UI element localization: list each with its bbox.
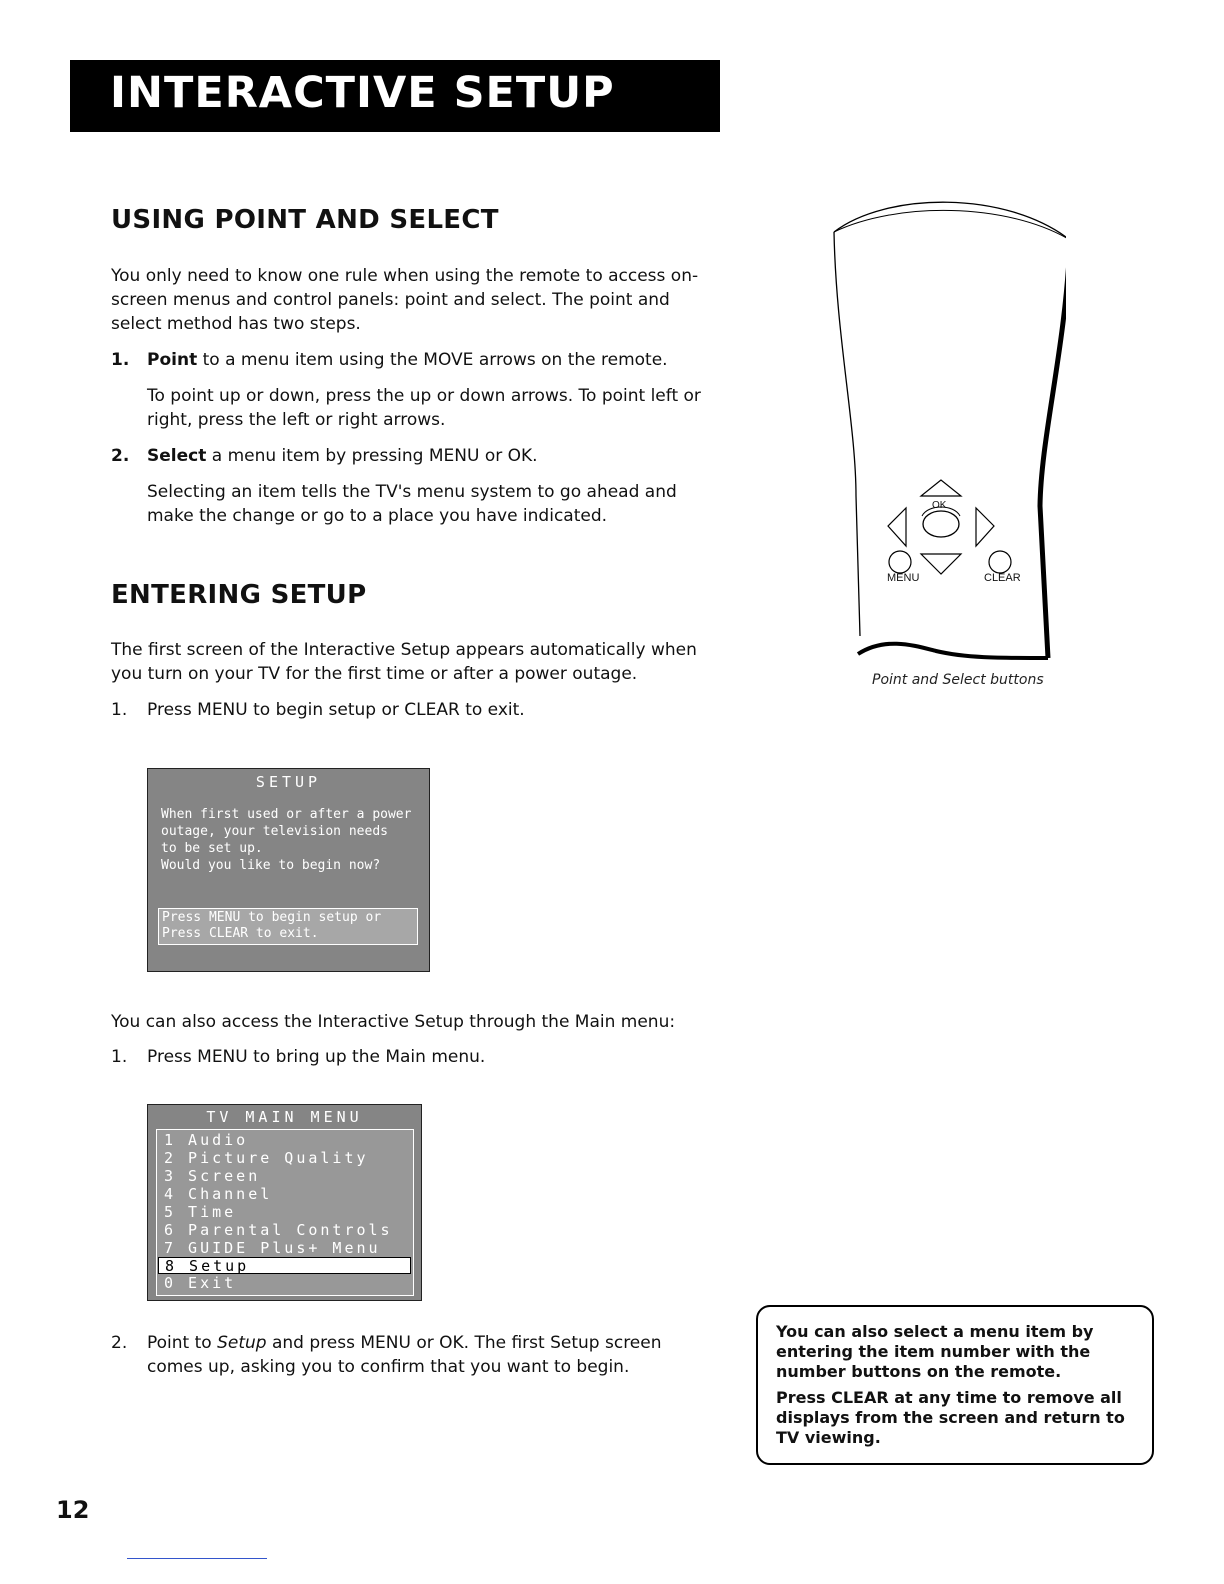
step-number: 2. [111,1333,128,1353]
access-main-menu-text: You can also access the Interactive Setup through the Main menu: [111,1012,676,1032]
remote-illustration [826,196,1066,666]
left-arrow-button [888,508,906,546]
step-number: 1. [111,700,128,720]
main-menu-screen [147,1104,422,1301]
remote-left-edge [834,232,860,636]
tip-box [756,1305,1154,1465]
menu-item-audio[interactable]: 1 Audio [164,1131,249,1149]
setup-screen-line: When first used or after a power [161,807,412,822]
menu-item-picture-quality[interactable]: 2 Picture Quality [164,1149,369,1167]
right-arrow-button [976,508,994,546]
setup-screen-title: SETUP [255,773,322,791]
remote-right-edge [1040,240,1066,658]
step-point [147,348,722,372]
setup-screen [147,768,430,972]
tip-paragraph: Press CLEAR at any time to remove all displays from the screen and return to TV viewing. [776,1388,1125,1447]
section-heading-point-select: USING POINT AND SELECT [111,205,499,235]
step-lead: Select [147,446,207,466]
step-lead: Point [147,350,198,370]
menu-item-channel[interactable]: 4 Channel [164,1185,273,1203]
setup-screen-line: Would you like to begin now? [161,858,381,873]
step2-post: and press MENU or OK. The first Setup screen comes up, asking you to confirm that you want to begin. [147,1333,662,1377]
setup-screen-line: to be set up. [161,841,263,856]
step-number: 1. [111,350,130,370]
menu-item-setup[interactable]: 8 Setup [158,1257,411,1274]
main-menu-title: TV MAIN MENU [206,1108,363,1126]
menu-item-time[interactable]: 5 Time [164,1203,237,1221]
setup-prompt-line: Press CLEAR to exit. [162,926,319,941]
step-point-detail: To point up or down, press the up or down arrows. To point left or right, press the left or right arrows. [147,386,701,430]
step-bring-main-menu: Press MENU to bring up the Main menu. [147,1047,486,1067]
step-number: 2. [111,446,130,466]
menu-label: MENU [887,572,920,584]
step-point-to-setup [147,1331,722,1379]
step-text: a menu item by pressing MENU or OK. [206,446,538,466]
banner-title: INTERACTIVE SETUP [110,68,615,118]
step-press-menu: Press MENU to begin setup or CLEAR to exit. [147,700,525,720]
section-heading-entering-setup: ENTERING SETUP [111,580,367,610]
menu-item-screen[interactable]: 3 Screen [164,1167,261,1185]
section2-intro: The first screen of the Interactive Setup appears automatically when you turn on your TV for the first time or after a power outage. [111,640,697,684]
footer-rule [127,1558,267,1559]
remote-body [834,202,1066,240]
page-banner [70,60,720,132]
clear-button [989,551,1011,573]
ok-button [923,511,959,537]
menu-item-guide-plus[interactable]: 7 GUIDE Plus+ Menu [164,1239,381,1257]
menu-button [889,551,911,573]
ok-label: OK [932,500,947,511]
setup-prompt-line: Press MENU to begin setup or [162,910,382,925]
section1-intro: You only need to know one rule when using the remote to access on-screen menus and control panels: point and select. The point and select method has two steps. [111,266,699,334]
remote-bottom-edge [858,644,1048,658]
remote-top-edge [834,210,1066,240]
step2-pre: Point to [147,1333,218,1353]
step2-setup-word: Setup [217,1333,267,1353]
setup-screen-line: outage, your television needs [161,824,388,839]
step-number: 1. [111,1047,128,1067]
down-arrow-button [921,554,961,574]
page-number: 12 [56,1496,90,1524]
tip-paragraph: You can also select a menu item by entering the item number with the number buttons on the remote. [776,1322,1094,1381]
menu-item-exit[interactable]: 0 Exit [164,1274,237,1292]
clear-label: CLEAR [984,572,1021,584]
up-arrow-button [921,480,961,496]
step-text: to a menu item using the MOVE arrows on the remote. [197,350,668,370]
setup-prompt-box [158,908,418,945]
step-select [147,444,722,468]
menu-item-parental-controls[interactable]: 6 Parental Controls [164,1221,393,1239]
remote-caption: Point and Select buttons [872,672,1044,688]
step-select-detail: Selecting an item tells the TV's menu system to go ahead and make the change or go to a place you have indicated. [147,482,677,526]
